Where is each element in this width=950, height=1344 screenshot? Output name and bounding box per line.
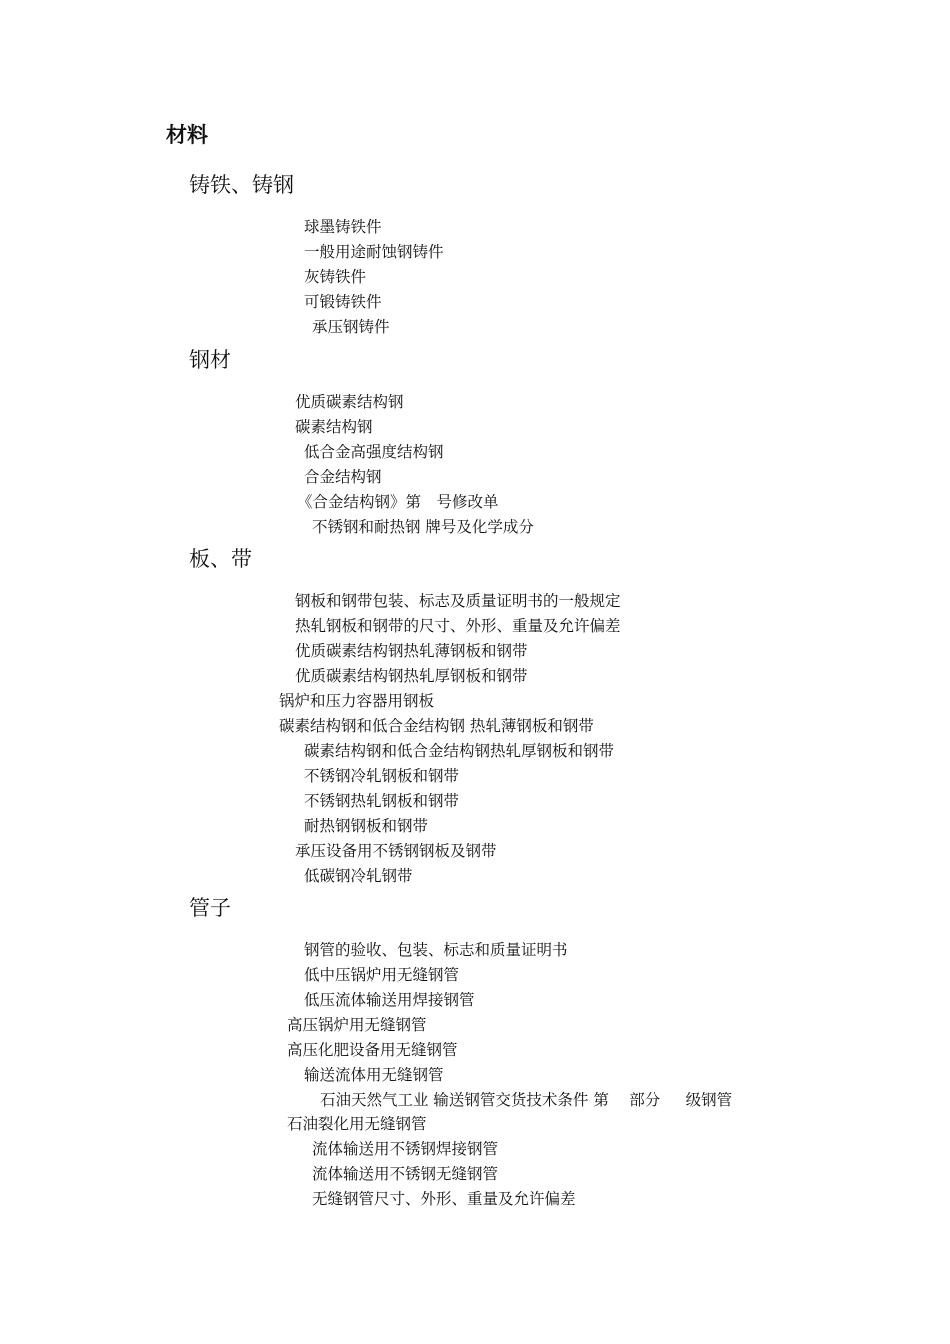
list-item: 优质碳素结构钢 [295,393,404,411]
list-item: 碳素结构钢 [295,418,373,436]
list-item: 碳素结构钢和低合金结构钢热轧厚钢板和钢带 [304,742,615,760]
list-item: 灰铸铁件 [304,268,367,286]
list-item: 不锈钢和耐热钢 牌号及化学成分 [312,518,534,536]
list-item: 低合金高强度结构钢 [304,443,444,461]
list-item: 输送流体用无缝钢管 [304,1066,444,1084]
list-item: 合金结构钢 [304,468,382,486]
section-heading-plate-strip: 板、带 [189,547,252,571]
list-item: 耐热钢钢板和钢带 [304,817,429,835]
list-item: 流体输送用不锈钢无缝钢管 [312,1165,499,1183]
list-item: 高压化肥设备用无缝钢管 [287,1041,458,1059]
list-item: 钢管的验收、包装、标志和质量证明书 [304,941,568,959]
list-item: 石油裂化用无缝钢管 [287,1115,427,1133]
list-item: 低碳钢冷轧钢带 [304,867,413,885]
list-item: 优质碳素结构钢热轧薄钢板和钢带 [295,642,528,660]
list-item: 热轧钢板和钢带的尺寸、外形、重量及允许偏差 [295,617,621,635]
list-item: 流体输送用不锈钢焊接钢管 [312,1140,499,1158]
list-item: 无缝钢管尺寸、外形、重量及允许偏差 [312,1190,576,1208]
list-item: 高压锅炉用无缝钢管 [287,1016,427,1034]
list-item: 低中压锅炉用无缝钢管 [304,966,460,984]
list-item: 承压设备用不锈钢钢板及钢带 [295,842,497,860]
section-heading-cast-iron-steel: 铸铁、铸钢 [189,173,294,197]
list-item: 可锻铸铁件 [304,293,382,311]
section-heading-pipes: 管子 [189,896,231,920]
list-item: 一般用途耐蚀钢铸件 [304,243,444,261]
list-item: 钢板和钢带包装、标志及质量证明书的一般规定 [295,592,621,610]
list-item: 石油天然气工业 输送钢管交货技术条件 第 部分 级钢管 [320,1091,733,1109]
list-item: 不锈钢热轧钢板和钢带 [304,792,460,810]
list-item: 碳素结构钢和低合金结构钢 热轧薄钢板和钢带 [279,717,594,735]
list-item: 《合金结构钢》第 号修改单 [297,493,499,511]
page-title: 材料 [166,123,208,147]
section-heading-steel: 钢材 [189,348,231,372]
list-item: 优质碳素结构钢热轧厚钢板和钢带 [295,667,528,685]
list-item: 球墨铸铁件 [304,218,382,236]
list-item: 低压流体输送用焊接钢管 [304,991,475,1009]
list-item: 承压钢铸件 [312,318,390,336]
list-item: 不锈钢冷轧钢板和钢带 [304,767,460,785]
list-item: 锅炉和压力容器用钢板 [279,692,435,710]
